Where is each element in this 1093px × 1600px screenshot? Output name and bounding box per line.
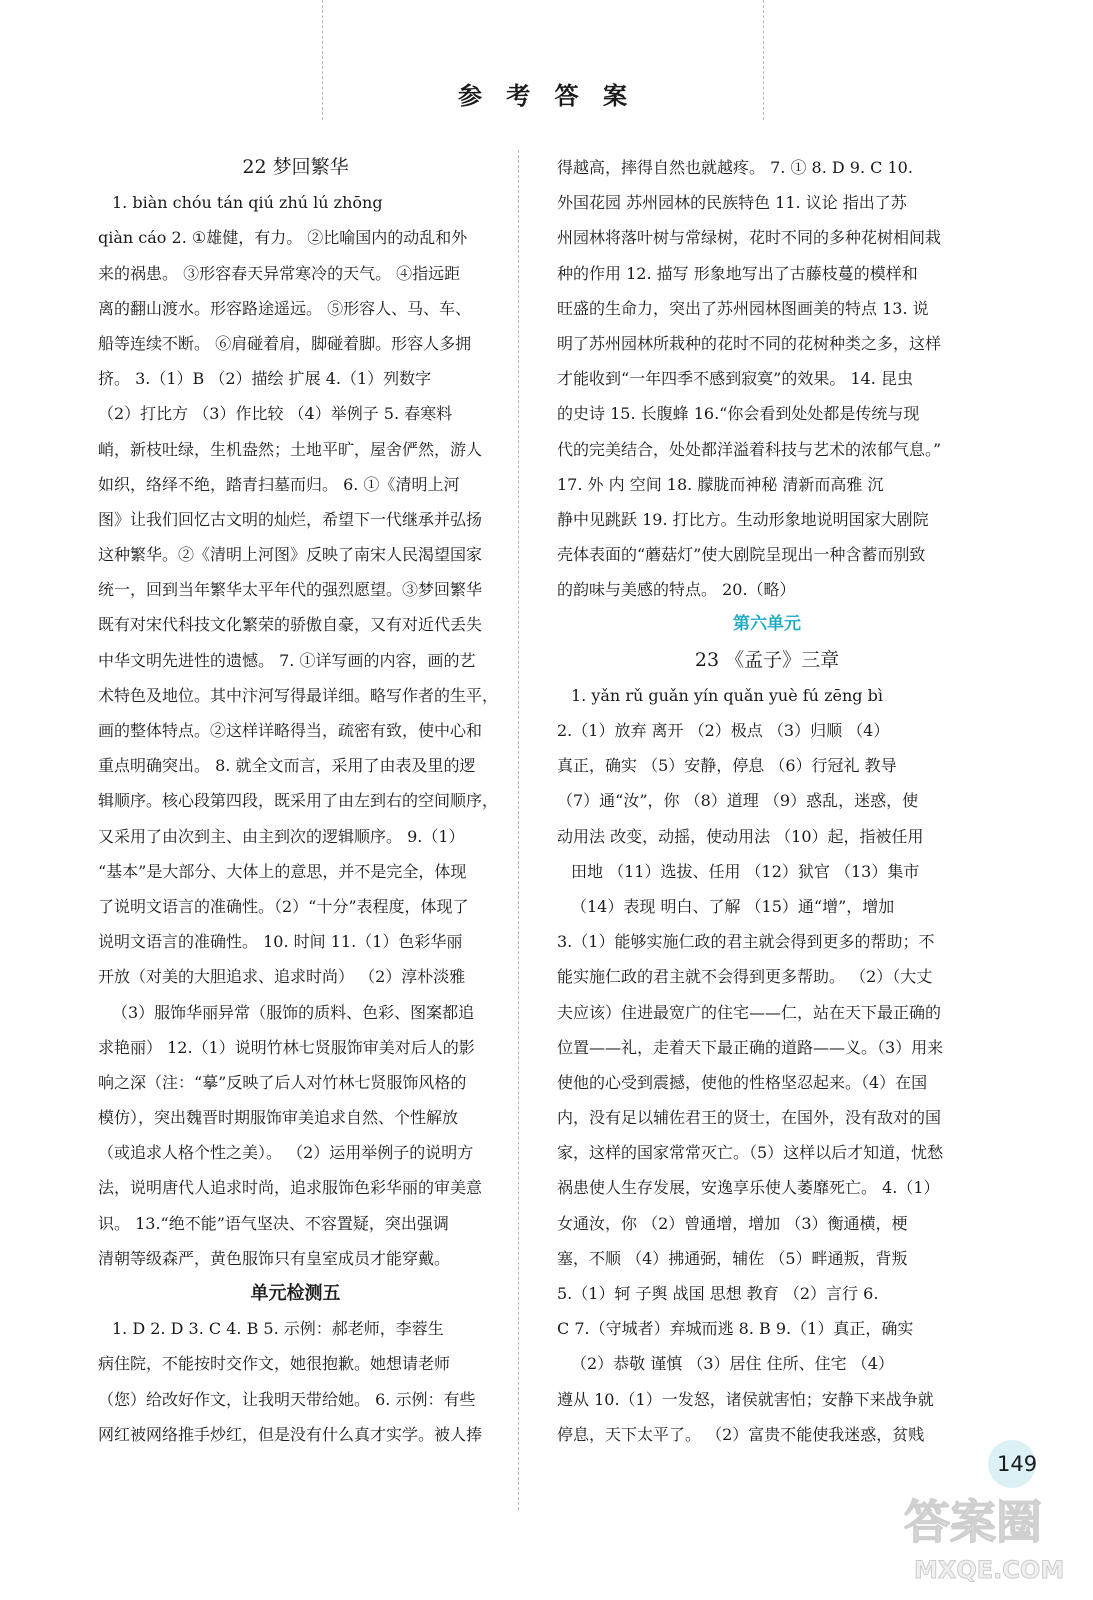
page-number: 149 [997, 1452, 1038, 1476]
answer-line: 说明文语言的准确性。 10. 时间 11.（1）色彩华丽 [98, 932, 463, 952]
answer-line: 来的祸患。 ③形容春天异常寒冷的天气。 ④指远距 [98, 263, 461, 283]
answer-line: （2）打比方 （3）作比较 （4）举例子 5. 春寒料 [98, 404, 453, 424]
answer-line: 种的作用 12. 描写 形象地写出了古藤枝蔓的模样和 [557, 263, 918, 283]
answer-line: “基本”是大部分、大体上的意思，并不是完全，体现 [98, 861, 467, 881]
answer-line: 能实施仁政的君主就不会得到更多帮助。 （2）（大丈 [557, 967, 933, 987]
answer-line: 1. yǎn rǔ guǎn yín quǎn yuè fú zēng bì [571, 685, 883, 705]
answer-line: 真正，确实 （5）安静，停息 （6）行冠礼 教导 [557, 756, 897, 776]
answer-line: 遵从 10.（1）一发怒，诸侯就害怕；安静下来战争就 [557, 1389, 934, 1409]
answer-line: 的史诗 15. 长腹蜂 16.“你会看到处处都是传统与现 [557, 404, 920, 424]
answer-line: 静中见跳跃 19. 打比方。生动形象地说明国家大剧院 [557, 509, 929, 529]
answer-line: 的韵味与美感的特点。 20.（略） [557, 580, 796, 600]
answer-line: 法，说明唐代人追求时尚，追求服饰色彩华丽的审美意 [98, 1178, 483, 1198]
answer-line: 1. biàn chóu tán qiú zhú lú zhōng [112, 193, 383, 213]
section-heading: 22 梦回繁华 [242, 156, 349, 178]
answer-line: C 7.（守城者）弃城而逃 8. B 9.（1）真正，确实 [557, 1319, 914, 1339]
answer-line: 州园林将落叶树与常绿树，花时不同的多种花树相间栽 [557, 228, 942, 248]
answer-line: 2.（1）放弃 离开 （2）极点 （3）归顺 （4） [557, 721, 890, 740]
answer-line: 家，这样的国家常常灭亡。（5）这样以后才知道，忧愁 [557, 1143, 944, 1163]
answer-line: 中华文明先进性的遗憾。 7. ①详写画的内容，画的艺 [98, 650, 476, 670]
answer-line: 求艳丽） 12.（1）说明竹林七贤服饰审美对后人的影 [98, 1037, 475, 1057]
left-column [98, 150, 499, 1452]
answer-line: 网红被网络推手炒红，但是没有什么真才实学。被人捧 [98, 1424, 483, 1444]
answer-line: 术特色及地位。其中汴河写得最详细。略写作者的生平， [98, 685, 499, 705]
answer-line: 病住院，不能按时交作文，她很抱歉。她想请老师 [98, 1354, 451, 1374]
answer-line: 停息，天下太平了。 （2）富贵不能使我迷惑，贫贱 [557, 1424, 925, 1444]
answer-line: 又采用了由次到主、由主到次的逻辑顺序。 9.（1） [98, 826, 465, 846]
answer-line: 才能收到“一年四季不感到寂寞”的效果。 14. 昆虫 [557, 369, 913, 389]
answer-line: 清朝等级森严，黄色服饰只有皇室成员才能穿戴。 [98, 1248, 451, 1268]
answer-line: 1. D 2. D 3. C 4. B 5. 示例：郝老师，李蓉生 [112, 1319, 444, 1339]
answer-line: 使他的心受到震撼，使他的性格坚忍起来。（4）在国 [557, 1072, 928, 1092]
answer-line: 5.（1）轲 子舆 战国 思想 教育 （2）言行 6. [557, 1284, 879, 1303]
answer-line: （3）服饰华丽异常（服饰的质料、色彩、图案都追 [112, 1002, 475, 1022]
answer-line: qiàn cáo 2. ①雄健，有力。 ②比喻国内的动乱和外 [98, 228, 468, 248]
right-column [557, 150, 977, 1452]
watermark-url-text: MXQE.COM [914, 1556, 1065, 1584]
answer-line: 挤。 3.（1）B （2）描绘 扩展 4.（1）列数字 [98, 369, 432, 389]
answer-line: （您）给改好作文，让我明天带给她。 6. 示例：有些 [98, 1389, 476, 1409]
answer-line: （2）恭敬 谨慎 （3）居住 住所、住宅 （4） [571, 1354, 894, 1374]
answer-line: 旺盛的生命力，突出了苏州园林图画美的特点 13. 说 [557, 298, 929, 318]
answer-line: 3.（1）能够实施仁政的君主就会得到更多的帮助；不 [557, 932, 935, 952]
answer-line: 辑顺序。核心段第四段，既采用了由左到右的空间顺序， [98, 791, 499, 811]
answer-line: 统一，回到当年繁华太平年代的强烈愿望。③梦回繁华 [98, 580, 483, 600]
page-title: 参 考 答 案 [457, 82, 636, 110]
answer-line: 明了苏州园林所栽种的花时不同的花树种类之多，这样 [557, 333, 942, 353]
answer-line: 塞，不顺 （4）拂通弼，辅佐 （5）畔通叛，背叛 [557, 1248, 908, 1268]
answer-line: 女通汝，你 （2）曾通增，增加 （3）衡通横，梗 [557, 1213, 908, 1233]
answer-line: 重点明确突出。 8. 就全文而言，采用了由表及里的逻 [98, 756, 476, 776]
answer-line: 开放（对美的大胆追求、追求时尚） （2）淳朴淡雅 [98, 967, 466, 987]
answer-line: 识。 13.“绝不能”语气坚决、不容置疑，突出强调 [98, 1213, 449, 1233]
watermark-logo [896, 1472, 1086, 1590]
answer-line: 夫应该）住进最宽广的住宅——仁，站在天下最正确的 [557, 1002, 942, 1022]
answer-line: 得越高，摔得自然也就越疼。 7. ① 8. D 9. C 10. [557, 158, 913, 177]
answer-line: 田地 （11）选拔、任用 （12）狱官 （13）集市 [571, 861, 920, 881]
answer-line: 位置——礼，走着天下最正确的道路——义。（3）用来 [557, 1037, 944, 1057]
answer-line: 船等连续不断。 ⑥肩碰着肩，脚碰着脚。形容人多拥 [98, 333, 472, 353]
answer-line: 代的完美结合，处处都洋溢着科技与艺术的浓郁气息。” [557, 439, 942, 459]
answer-line: 峭，新枝吐绿，生机盎然；土地平旷，屋舍俨然，游人 [98, 439, 483, 459]
watermark-main-text: 答案圈 [904, 1495, 1042, 1549]
answer-line: 模仿），突出魏晋时期服饰审美追求自然、个性解放 [98, 1108, 459, 1128]
answer-line: 这种繁华。②《清明上河图》反映了南宋人民渴望国家 [98, 545, 483, 565]
answer-line: 内，没有足以辅佐君王的贤士，在国外，没有敌对的国 [557, 1108, 942, 1128]
answer-line: 祸患使人生存发展，安逸享乐使人萎靡死亡。 4.（1） [557, 1178, 940, 1198]
answer-line: 动用法 改变，动摇，使动用法 （10）起，指被任用 [557, 826, 924, 846]
answer-line: 既有对宋代科技文化繁荣的骄傲自豪，又有对近代丢失 [98, 615, 483, 635]
answer-line: 图》让我们回忆古文明的灿烂，希望下一代继承并弘扬 [98, 509, 483, 529]
answer-line: 了说明文语言的准确性。（2）“十分”表程度，体现了 [98, 896, 469, 916]
section-heading: 23 《孟子》三章 [694, 648, 840, 671]
column-divider [518, 150, 519, 1510]
answer-line: 响之深（注：“摹”反映了后人对竹林七贤服饰风格的 [98, 1072, 467, 1092]
answer-line: 外国花园 苏州园林的民族特色 11. 议论 指出了苏 [557, 193, 907, 213]
answer-line: 壳体表面的“蘑菇灯”使大剧院呈现出一种含蓄而别致 [557, 545, 926, 565]
answer-line: 离的翻山渡水。形容路途遥远。 ⑤形容人、马、车、 [98, 298, 472, 318]
unit-heading: 第六单元 [733, 614, 801, 635]
answer-line: （或追求人格个性之美）。 （2）运用举例子的说明方 [98, 1143, 474, 1163]
answer-line: 画的整体特点。②这样详略得当，疏密有致，使中心和 [98, 721, 483, 740]
answer-line: 17. 外 内 空间 18. 朦胧而神秘 清新而高雅 沉 [557, 474, 884, 494]
answer-line: 如织，络绎不绝，踏青扫墓而归。 6. ①《清明上河 [98, 474, 460, 494]
unit-test-heading: 单元检测五 [250, 1283, 341, 1304]
answer-line: （14）表现 明白、了解 （15）通“增”，增加 [571, 896, 895, 916]
answer-line: （7）通“汝”，你 （8）道理 （9）惑乱，迷惑，使 [557, 791, 919, 811]
